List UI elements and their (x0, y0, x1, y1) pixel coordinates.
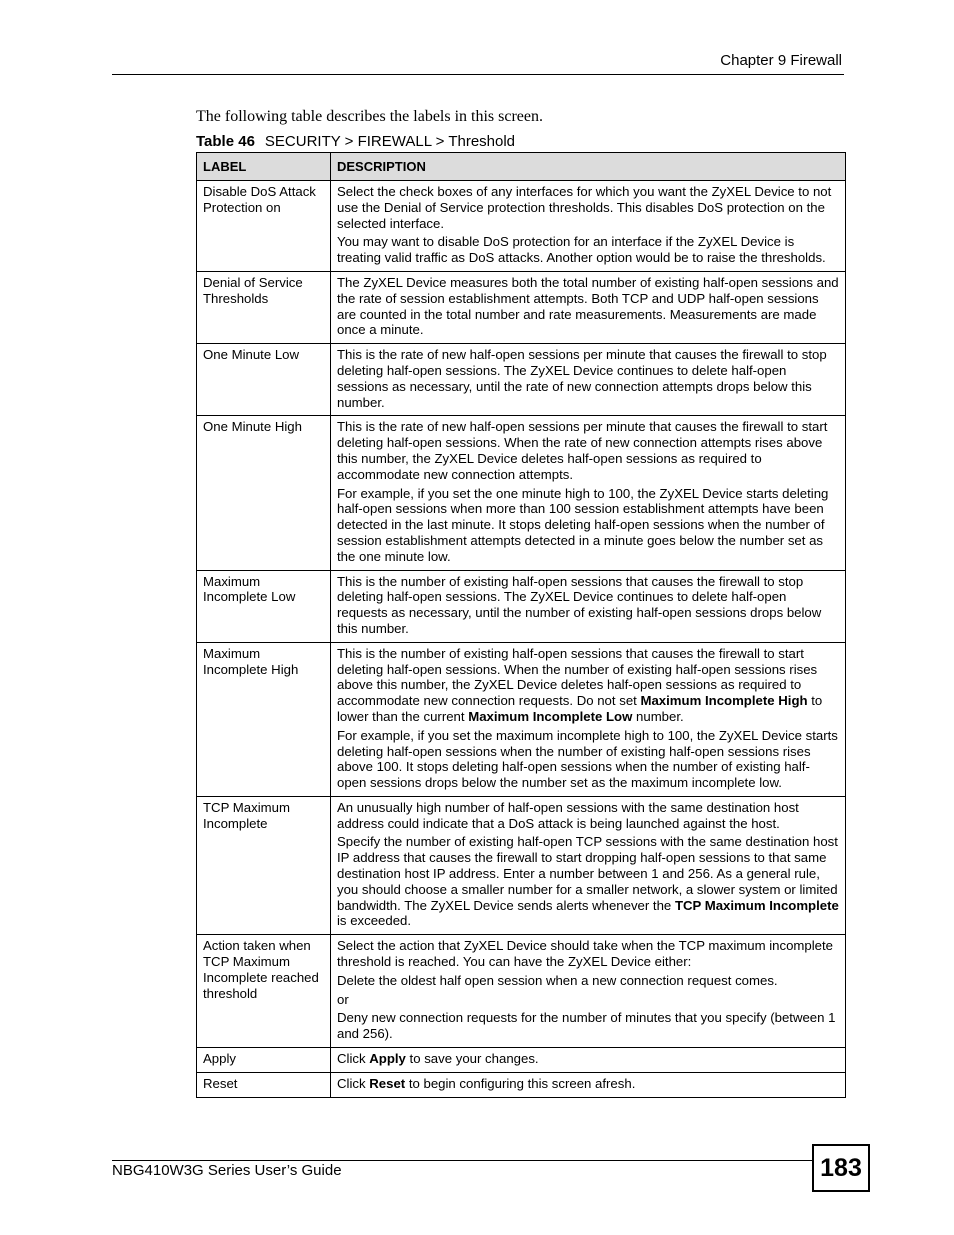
bold-term: TCP Maximum Incomplete (674, 897, 839, 913)
text-run: Specify the number of existing half-open TCP sessions with the same destination host IP address that causes the firewall to start dropping half-open sessions to that same destination host IP address. Enter a number between 1 and 256. As a general rule, you should choose a smaller number for a smaller network, a slower system or limited bandwidth. The ZyXEL Device sends alerts whenever the (337, 834, 838, 913)
text-run: Click (337, 1075, 370, 1091)
description-paragraph (337, 347, 839, 410)
table-body (197, 181, 846, 1098)
row-label: Disable DoS Attack Protection on (197, 181, 331, 272)
text-run: to lower than the current (337, 693, 823, 724)
table-row (197, 344, 846, 416)
text-run: Select the check boxes of any interfaces for which you want the ZyXEL Device to not use the Denial of Service protection thresholds. This disables DoS protection on the selected interface. (337, 184, 832, 231)
description-paragraph (337, 1076, 839, 1092)
row-description (331, 344, 846, 416)
text-run: to begin configuring this screen afresh. (405, 1075, 636, 1091)
row-description (331, 271, 846, 343)
guide-title: NBG410W3G Series User’s Guide (112, 1162, 342, 1179)
bold-term: Maximum Incomplete Low (468, 708, 633, 724)
description-paragraph (337, 834, 839, 929)
table-row (197, 642, 846, 796)
description-paragraph (337, 646, 839, 725)
description-paragraph (337, 1051, 839, 1067)
footer-rule (112, 1160, 812, 1161)
intro-text: The following table describes the labels in this screen. (196, 108, 544, 125)
row-description (331, 796, 846, 934)
row-label: Reset (197, 1072, 331, 1097)
row-description (331, 570, 846, 642)
description-paragraph (337, 486, 839, 565)
table-row (197, 271, 846, 343)
text-run: This is the rate of new half-open sessions per minute that causes the firewall to stop deleting half-open sessions. The ZyXEL Device continues to delete half-open sessions as necessary, until the rate of new connection attempts drops below this number. (337, 347, 827, 410)
row-description (331, 181, 846, 272)
table-number: Table 46 (196, 133, 255, 150)
page-number: 183 (812, 1144, 870, 1192)
chapter-header: Chapter 9 Firewall (720, 52, 842, 69)
table-row (197, 935, 846, 1048)
table-title: SECURITY > FIREWALL > Threshold (264, 133, 516, 150)
text-run: number. (632, 708, 684, 724)
row-description (331, 642, 846, 796)
description-paragraph (337, 800, 839, 832)
text-run: The ZyXEL Device measures both the total number of existing half-open sessions and the rate of session establishment attempts. Both TCP and UDP half-open sessions are counted in the total number and rate measurements. Measurements are made once a minute. (337, 274, 839, 338)
description-paragraph (337, 275, 839, 338)
description-paragraph (337, 938, 839, 970)
text-run: This is the number of existing half-open sessions that causes the firewall to stop deleting half-open sessions. The ZyXEL Device continues to delete half-open requests as necessary, until the number of existing half-open sessions drops below this number. (337, 573, 822, 636)
text-run: You may want to disable DoS protection for an interface if the ZyXEL Device is treating valid traffic as DoS attacks. Another option would be to raise the thresholds. (337, 234, 826, 266)
description-paragraph (337, 574, 839, 637)
table-row (197, 570, 846, 642)
description-paragraph (337, 992, 839, 1008)
description-paragraph (337, 1010, 839, 1042)
text-run: Click (337, 1051, 370, 1067)
row-description (331, 1048, 846, 1073)
row-label: Apply (197, 1048, 331, 1073)
table-caption (196, 133, 515, 150)
text-run: is exceeded. (337, 913, 412, 929)
text-run: For example, if you set the one minute high to 100, the ZyXEL Device starts deleting half-open sessions when more than 100 session establishment attempts have been detected in the last minute. It stops deleting half-open sessions when the number of session establishment attempts detected in a minute goes below the number set as the one minute low. (337, 485, 829, 564)
header-rule (112, 74, 844, 75)
description-paragraph (337, 419, 839, 482)
label-description-table (196, 152, 846, 1098)
bold-term: Apply (369, 1051, 406, 1067)
row-label: TCP Maximum Incomplete (197, 796, 331, 934)
row-description (331, 935, 846, 1048)
table-header-row (197, 153, 846, 181)
text-run: For example, if you set the maximum incomplete high to 100, the ZyXEL Device starts deleting half-open sessions when the number of existing half-open sessions rises above 100. It stops deleting half-open sessions when the number of existing half-open sessions drops below the number set as the maximum incomplete low. (337, 727, 838, 791)
table-row (197, 181, 846, 272)
table-row (197, 1048, 846, 1073)
table-row (197, 416, 846, 570)
row-label: One Minute Low (197, 344, 331, 416)
text-run: This is the rate of new half-open sessions per minute that causes the firewall to start deleting half-open sessions. When the rate of new connection attempts rises above this number, the ZyXEL Device deletes half-open sessions as required to accommodate new connection attempts. (337, 419, 828, 482)
text-run: Select the action that ZyXEL Device should take when the TCP maximum incomplete threshold is reached. You can have the ZyXEL Device either: (337, 938, 833, 970)
row-description (331, 1072, 846, 1097)
description-paragraph (337, 728, 839, 791)
bold-term: Reset (369, 1075, 406, 1091)
description-paragraph (337, 184, 839, 231)
text-run: to save your changes. (405, 1051, 539, 1067)
text-run: Deny new connection requests for the number of minutes that you specify (between 1 and 256). (337, 1010, 836, 1042)
row-label: Denial of Service Thresholds (197, 271, 331, 343)
row-label: Maximum Incomplete Low (197, 570, 331, 642)
description-paragraph (337, 973, 839, 989)
description-column-header: DESCRIPTION (331, 153, 846, 181)
description-paragraph (337, 234, 839, 266)
text-run: Delete the oldest half open session when a new connection request comes. (337, 972, 778, 988)
row-label: Action taken when TCP Maximum Incomplete reached threshold (197, 935, 331, 1048)
label-column-header: LABEL (197, 153, 331, 181)
table-row (197, 1072, 846, 1097)
row-description (331, 416, 846, 570)
row-label: Maximum Incomplete High (197, 642, 331, 796)
table-row (197, 796, 846, 934)
bold-term: Maximum Incomplete High (640, 693, 808, 709)
text-run: This is the number of existing half-open sessions that causes the firewall to start deleting half-open sessions. When the number of existing half-open sessions rises above this number, the ZyXEL Device deletes half-open sessions as required to accommodate new connection requests. Do not set (337, 645, 818, 709)
row-label: One Minute High (197, 416, 331, 570)
text-run: or (337, 991, 349, 1007)
text-run: An unusually high number of half-open sessions with the same destination host address could indicate that a DoS attack is being launched against the host. (337, 799, 799, 831)
